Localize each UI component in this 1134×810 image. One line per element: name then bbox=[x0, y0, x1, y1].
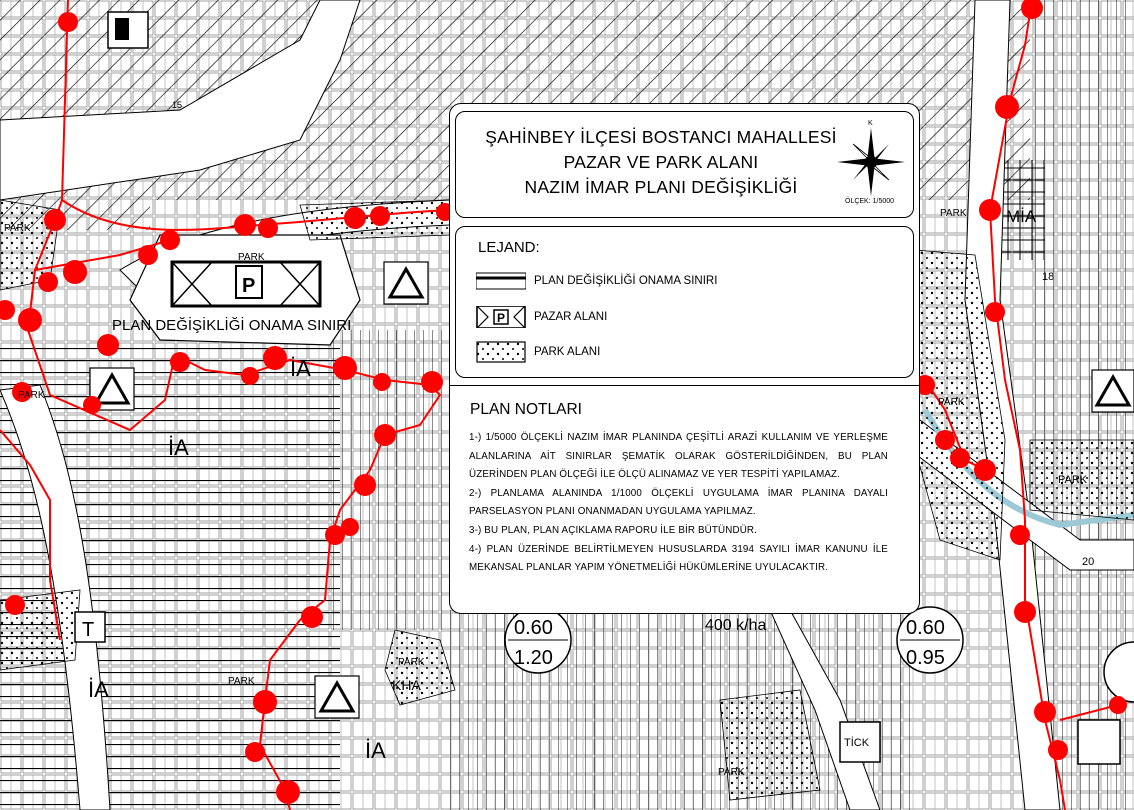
market-area-icon bbox=[476, 306, 526, 328]
road-width-20: 20 bbox=[1082, 556, 1095, 568]
tick-label: TİCK bbox=[844, 737, 870, 749]
scale-label: ÖLÇEK: 1/5000 bbox=[845, 198, 895, 205]
north-arrow-icon bbox=[834, 116, 908, 206]
ratio-b-bottom: 0.95 bbox=[906, 647, 945, 669]
legend-box bbox=[455, 226, 914, 378]
se-square-box bbox=[1078, 720, 1120, 764]
park-label-7: PARK bbox=[398, 657, 425, 668]
plan-title-line-1: ŞAHİNBEY İLÇESİ BOSTANCI MAHALLESİ bbox=[485, 127, 837, 147]
road-width-18: 18 bbox=[1042, 271, 1055, 283]
legend-label-park: PARK ALANI bbox=[534, 346, 601, 358]
park-label-5: PARK bbox=[938, 397, 965, 408]
road-width-15: 15 bbox=[172, 100, 183, 110]
plan-notes bbox=[469, 429, 888, 578]
park-label-3: PARK bbox=[18, 390, 45, 401]
legend-item-market bbox=[476, 306, 896, 328]
plan-note: 3-) BU PLAN, PLAN AÇIKLAMA RAPORU İLE BİR BÜTÜNDÜR. bbox=[469, 524, 758, 536]
park-area-icon bbox=[476, 341, 526, 363]
title-box bbox=[455, 111, 914, 218]
boundary-line-icon bbox=[476, 270, 526, 292]
park-label-9: PARK bbox=[718, 767, 745, 778]
market-p-letter: P bbox=[242, 275, 256, 297]
park-label-2: PARK bbox=[238, 252, 265, 263]
legend-heading: LEJAND: bbox=[478, 239, 540, 256]
ia-label-4: İA bbox=[365, 738, 386, 763]
plan-title-line-3: NAZIM İMAR PLANI DEĞİŞİKLİĞİ bbox=[524, 177, 798, 197]
plan-note: 4-) PLAN ÜZERİNDE BELİRTİLMEYEN HUSUSLARDA 3194 SAYILI İMAR KANUNU İLE MEKANSAL PLANLAR YAPIM YÖNETMELİĞİ HÜKÜMLERİNE UYULACAKTIR. bbox=[469, 543, 888, 574]
plan-note: 2-) PLANLAMA ALANINDA 1/1000 ÖLÇEKLİ UYGULAMA İMAR PLANINA DAYALI PARSELASYON PLANI ONANMADAN UYGULAMA YAPILMAZ. bbox=[469, 487, 888, 518]
north-letter: K bbox=[868, 120, 873, 127]
triangle-symbol-east bbox=[1092, 370, 1134, 412]
legend-item-boundary bbox=[476, 270, 896, 292]
plan-title-line-2: PAZAR VE PARK ALANI bbox=[563, 152, 759, 172]
park-label-6: PARK bbox=[1058, 474, 1088, 486]
ratio-a-bottom: 1.20 bbox=[514, 647, 553, 669]
mia-label: MİA bbox=[1006, 207, 1037, 226]
plan-notes-heading: PLAN NOTLARI bbox=[470, 401, 582, 418]
ratio-b-top: 0.60 bbox=[906, 617, 945, 639]
legend-label-boundary: PLAN DEĞİŞİKLİĞİ ONAMA SINIRI bbox=[534, 275, 718, 287]
legend-item-park bbox=[476, 341, 896, 363]
park-label-8: PARK bbox=[228, 676, 255, 687]
ia-label-1: İA bbox=[168, 435, 189, 460]
legend-label-market: PAZAR ALANI bbox=[534, 311, 608, 323]
t-label: T bbox=[82, 619, 95, 641]
triangle-symbol-north bbox=[384, 262, 428, 304]
park-label-1: PARK bbox=[4, 223, 31, 234]
triangle-symbol-south bbox=[315, 676, 359, 718]
park-label-4: PARK bbox=[940, 208, 967, 219]
ia-label-3: İA bbox=[88, 677, 109, 702]
ia-label-2: İA bbox=[290, 356, 311, 381]
ratio-a-top: 0.60 bbox=[514, 617, 553, 639]
panel-divider bbox=[449, 385, 920, 386]
plan-note: 1-) 1/5000 ÖLÇEKLİ NAZIM İMAR PLANINDA ÇEŞİTLİ ARAZİ KULLANIM VE YERLEŞME ALANLARINA AİT SINIRLAR ŞEMATİK OLARAK GÖSTERİLDİĞİNDEN, BU PLAN ÜZERİNDEN PLAN ÖLÇEĞİ İLE ÖLÇÜ ALINAMAZ VE YER TESPİTİ YAPILAMAZ. bbox=[469, 432, 888, 481]
density-label: 400 k/ha bbox=[705, 617, 767, 634]
boundary-map-label: PLAN DEĞİŞİKLİĞİ ONAMA SINIRI bbox=[112, 317, 352, 334]
kha-label: KHA bbox=[392, 677, 421, 693]
svg-text:P: P bbox=[497, 311, 506, 325]
